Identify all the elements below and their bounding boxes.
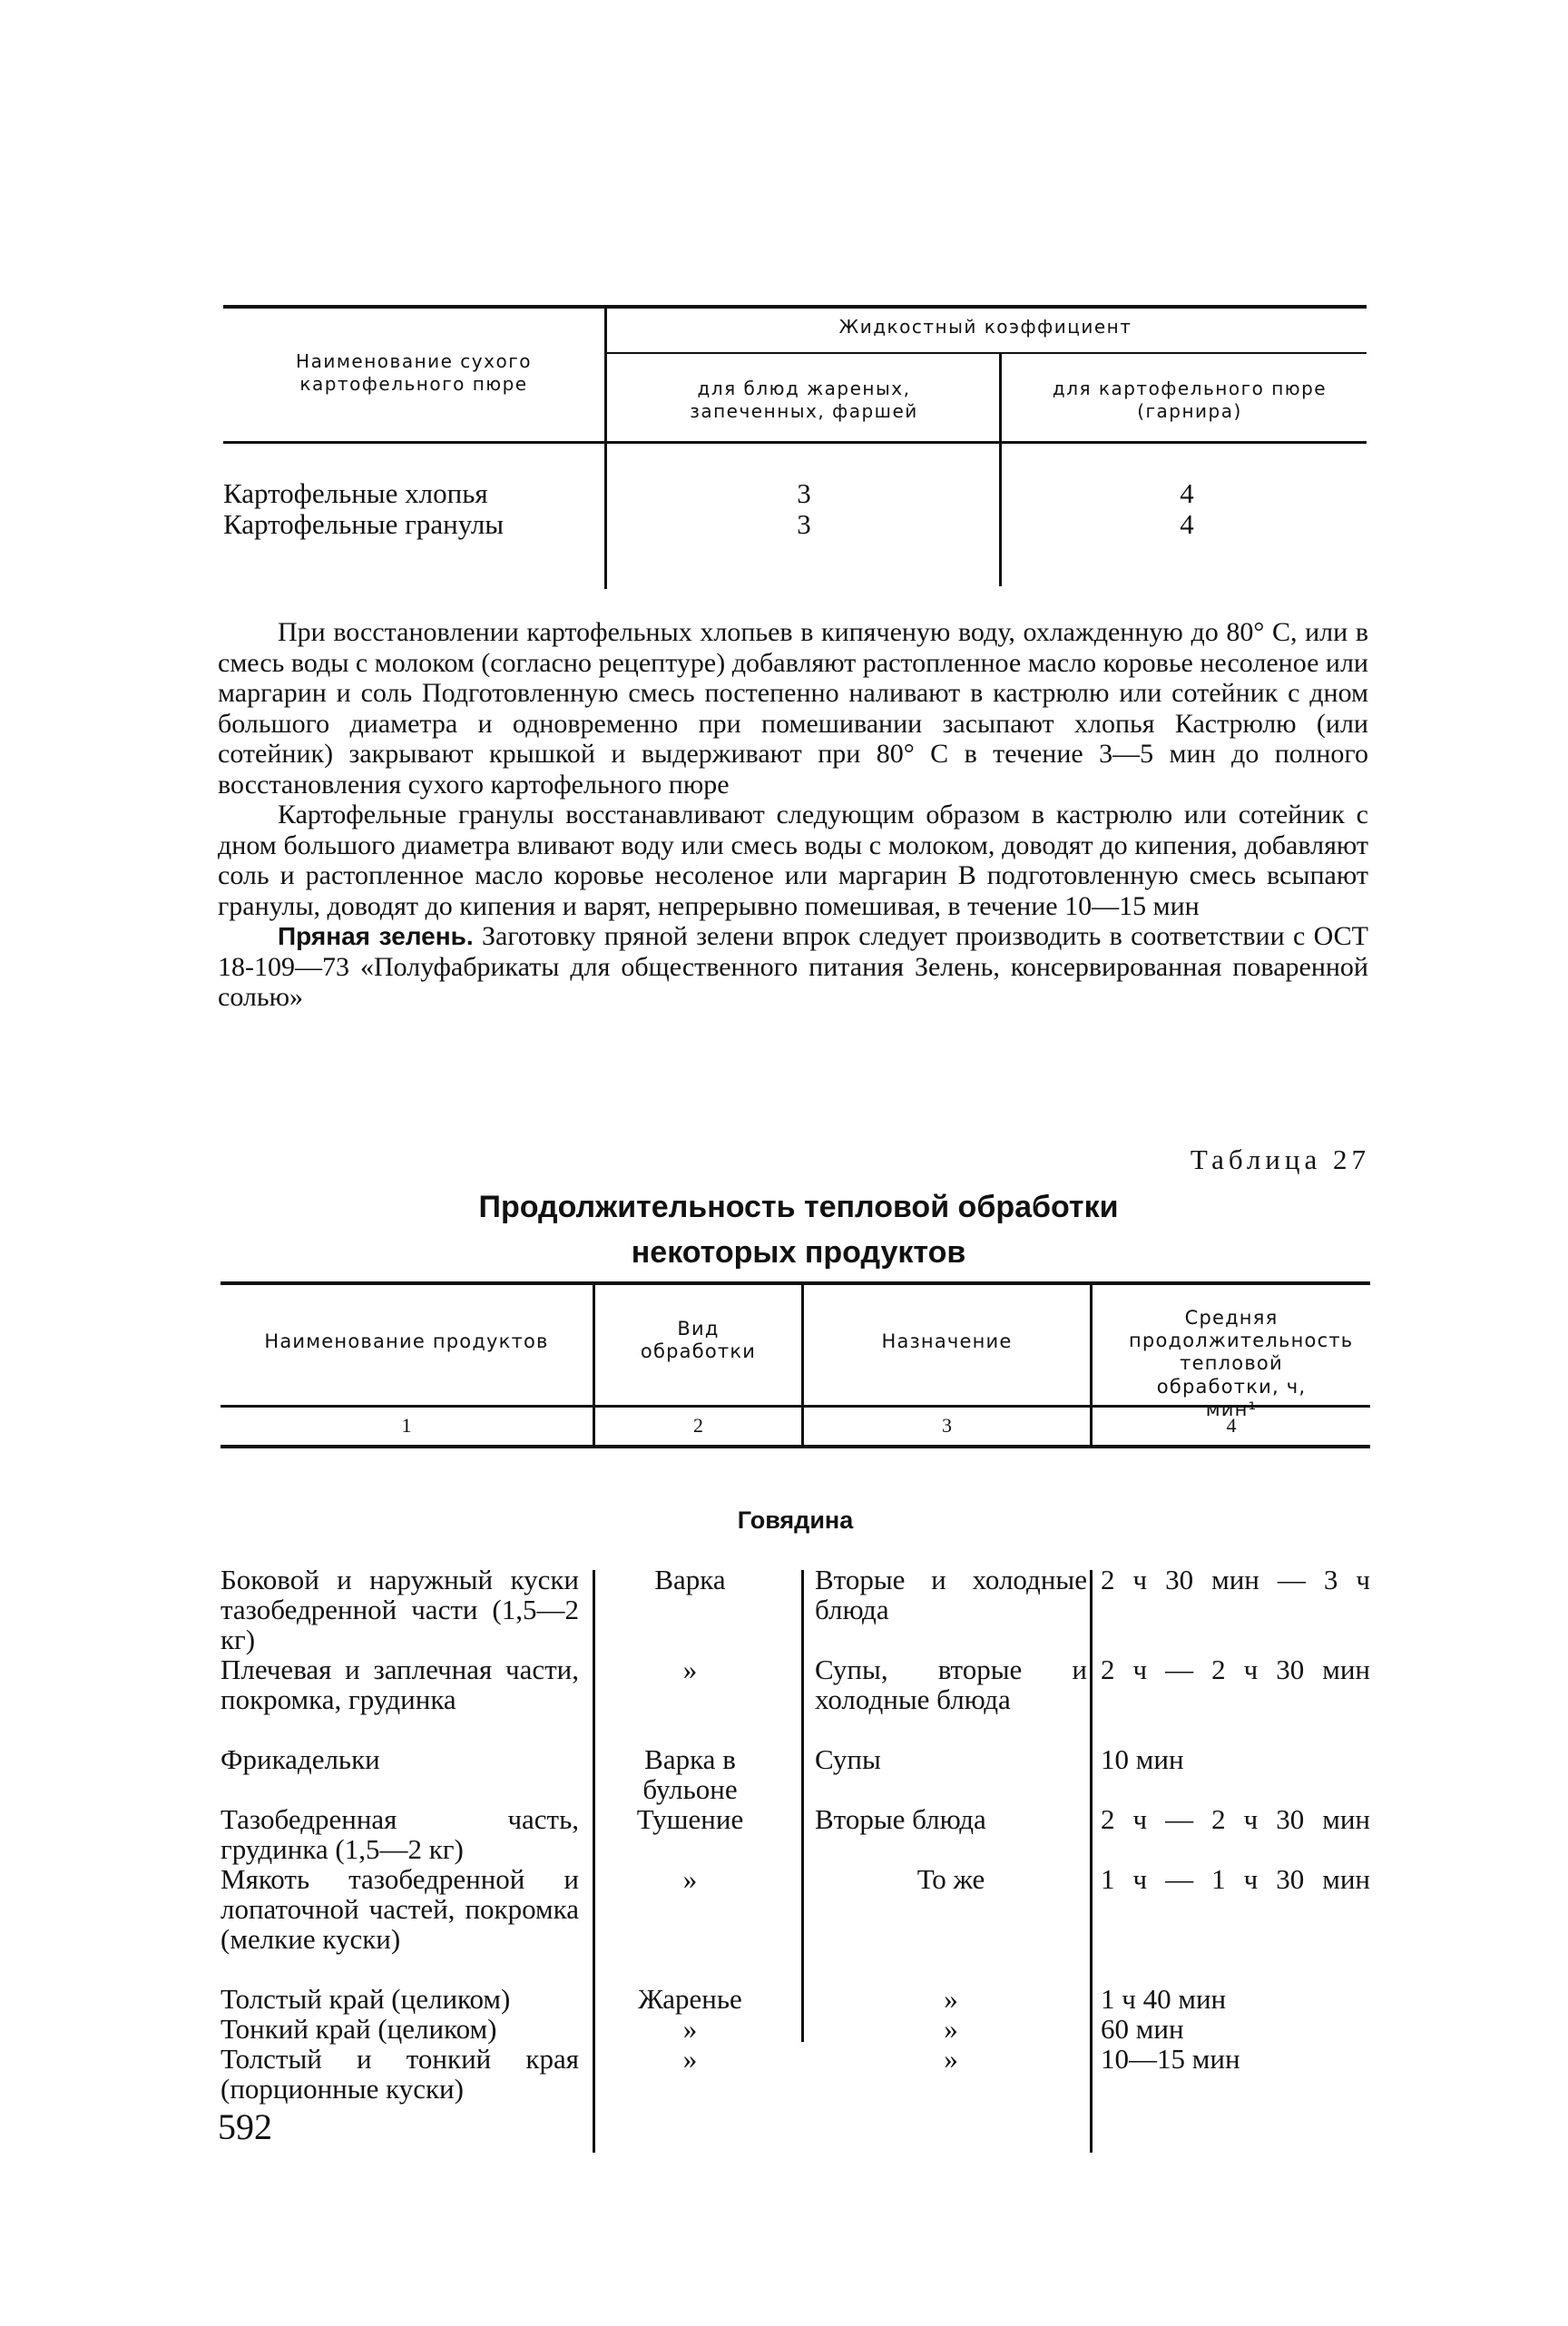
column-divider [593,1570,595,2153]
col-number: 4 [1226,1414,1237,1437]
col-name-header: Наименование сухого картофельного пюре [296,350,532,395]
column-divider [604,444,607,589]
row-time: 1 ч 40 мин [1101,1983,1227,2015]
row-name: Фрикадельки [220,1743,380,1775]
col-fried-header: для блюд жареных, запеченных, фаршей [690,378,918,422]
herbs-heading: Пряная зелень. [278,922,474,950]
row-name: Картофельные хлопья [223,477,488,509]
row-method: Жаренье [638,1983,742,2015]
row-name: Толстый край (целиком) [220,1983,511,2015]
table-title-line: Продолжительность тепловой обработки [478,1190,1119,1224]
group-header-rule [606,352,1367,354]
row-value: 3 [797,508,811,540]
row-time: 60 мин [1101,2013,1184,2045]
row-method: » [682,1654,698,1685]
row-time: 10 мин [1101,1743,1184,1775]
col-puree-header: для картофельного пюре (гарнира) [1052,378,1328,422]
body-text [218,617,1368,1013]
row-name: Картофельные гранулы [223,508,505,540]
row-name: Толстый и тонкий края (порционные куски) [220,2043,579,2105]
row-purpose: Супы [815,1743,881,1775]
row-purpose: То же [916,1863,985,1895]
paragraph-herbs [218,921,1368,1013]
row-purpose: Вторые и холодные блюда [815,1564,1087,1625]
row-value: 3 [797,477,811,509]
column-divider [1090,1570,1093,2153]
row-name: Тазобедренная часть, грудинка (1,5—2 кг) [220,1803,579,1865]
header-duration: Средняя продолжительность тепловой обработки, ч, мин¹ [1129,1307,1354,1420]
numbers-rule [220,1445,1370,1448]
header-bottom-rule [223,441,1367,444]
row-purpose: » [944,1983,958,2015]
header-purpose: Назначение [881,1330,1013,1352]
row-purpose: Супы, вторые и холодные блюда [815,1654,1087,1715]
row-purpose: » [944,2013,958,2045]
header-method: Вид обработки [640,1318,757,1363]
heat-treatment-table [220,1281,1370,2153]
row-name: Мякоть тазобедренной и лопаточной частей, покромка (мелкие куски) [220,1863,579,1955]
liquid-coefficient-table [223,305,1367,594]
table-title-line: некоторых продуктов [631,1235,966,1270]
row-value: 4 [1180,477,1194,509]
row-method: Варка в бульоне [642,1743,738,1805]
row-purpose: Вторые блюда [815,1803,986,1835]
herbs-text: Заготовку пряной зелени впрок следует производить в соответствии с ОСТ 18-109—73 «Полуфабрикаты для общественного питания Зелень, консервированная поваренной солью» [218,921,1368,1012]
header-product: Наименование продуктов [264,1330,549,1352]
row-time: 2 ч — 2 ч 30 мин [1101,1803,1370,1835]
table-label: Таблица 27 [1190,1143,1370,1175]
section-heading: Говядина [737,1507,854,1534]
row-method: » [682,2013,698,2045]
paragraph-flakes: При восстановлении картофельных хлопьев в кипяченую воду, охлажденную до 80° С, или в смесь воды с молоком (согласно рецептуре) добавляют растопленное масло коровье несоленое или маргарин и соль Подготовленную смесь постепенно наливают в кастрюлю или сотейник с дном большого диаметра и одновременно при помешивании засыпают хлопья Кастрюлю (или сотейник) закрывают крышкой и выдерживают при 80° С в течение 3—5 мин до полного восстановления сухого картофельного пюре [218,617,1368,800]
page-number: 592 [218,2106,272,2147]
row-time: 2 ч — 2 ч 30 мин [1101,1654,1370,1685]
row-method: » [682,1863,698,1895]
col-number: 2 [693,1414,703,1437]
row-name: Тонкий край (целиком) [220,2013,497,2045]
paragraph-granules: Картофельные гранулы восстанавливают следующим образом в кастрюлю или сотейник с дном большого диаметра вливают воду или смесь воды с молоком, доводят до кипения, добавляют соль и растопленное масло коровье несоленое или маргарин В подготовленную смесь всыпают гранулы, доводят до кипения и варят, непрерывно помешивая, в течение 10—15 мин [218,800,1368,921]
row-time: 2 ч 30 мин — 3 ч [1101,1564,1370,1595]
table-title [309,1184,1289,1275]
row-name: Боковой и наружный куски тазобедренной части (1,5—2 кг) [220,1564,579,1655]
col-number: 1 [401,1414,412,1437]
row-value: 4 [1180,508,1194,540]
row-purpose: » [944,2043,958,2075]
group-header: Жидкостный коэффициент [838,316,1132,338]
col-number: 3 [942,1414,952,1437]
row-method: » [682,2043,698,2075]
row-method: Тушение [636,1803,744,1835]
table-top-rule [220,1281,1370,1285]
table-top-rule [223,305,1367,309]
row-method: Варка [654,1564,726,1595]
column-divider [999,354,1002,586]
column-divider [801,1570,804,2042]
row-time: 10—15 мин [1101,2043,1240,2075]
row-name: Плечевая и заплечная части, покромка, грудинка [220,1654,579,1715]
row-time: 1 ч — 1 ч 30 мин [1101,1863,1370,1895]
